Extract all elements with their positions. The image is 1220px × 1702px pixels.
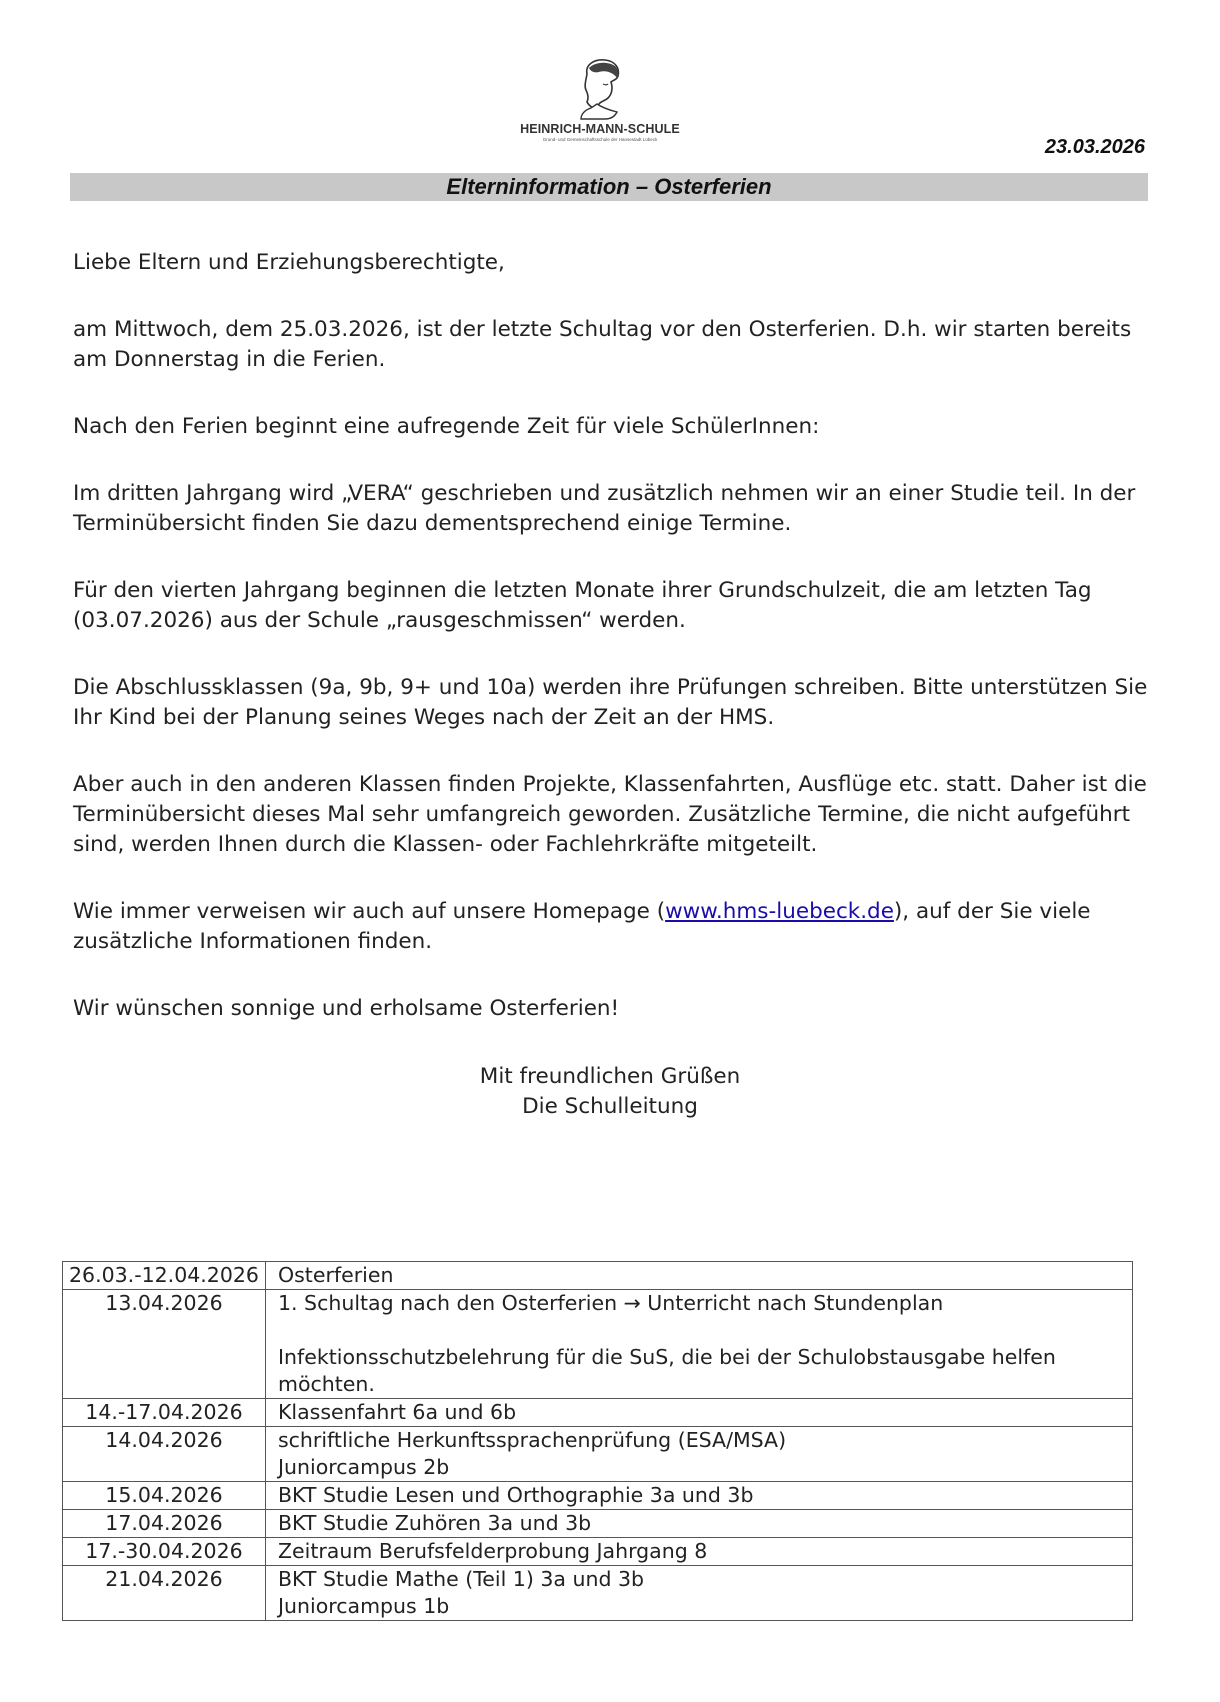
schedule-date: 15.04.2026 (63, 1482, 266, 1510)
homepage-text-before: Wie immer verweisen wir auch auf unsere Homepage ( (73, 899, 666, 924)
schedule-event (265, 1262, 1132, 1290)
schedule-event-line: Juniorcampus 1b (277, 1594, 450, 1618)
document-date: 23.03.2026 (1044, 136, 1145, 158)
schedule-event (265, 1510, 1132, 1538)
paragraph-third-grade: Im dritten Jahrgang wird „VERA“ geschrieben und zusätzlich nehmen wir an einer Studie teil. In der Terminübersicht finden Sie dazu dementsprechend einige Termine. (73, 481, 1136, 536)
paragraph-wishes: Wir wünschen sonnige und erholsame Osterferien! (73, 996, 620, 1021)
schedule-table (62, 1261, 1133, 1621)
schedule-event (265, 1538, 1132, 1566)
schedule-row (63, 1290, 1133, 1399)
schedule-date: 17.04.2026 (63, 1510, 266, 1538)
schedule-date: 14.04.2026 (63, 1427, 266, 1482)
schedule-event (265, 1482, 1132, 1510)
salutation: Liebe Eltern und Erziehungsberechtigte, (73, 250, 505, 275)
document-title: Elterninformation – Osterferien (70, 173, 1148, 201)
school-portrait-icon (575, 58, 625, 120)
schedule-date: 17.-30.04.2026 (63, 1538, 266, 1566)
schedule-row (63, 1482, 1133, 1510)
schedule-event-line: Infektionsschutzbelehrung für die SuS, die bei der Schulobstausgabe helfen möchten. (277, 1345, 1056, 1396)
schedule-event-line: Zeitraum Berufsfelderprobung Jahrgang 8 (277, 1539, 708, 1563)
schedule-date: 26.03.-12.04.2026 (63, 1262, 266, 1290)
paragraph-fourth-grade: Für den vierten Jahrgang beginnen die letzten Monate ihrer Grundschulzeit, die am letzten Tag (03.07.2026) aus der Schule „rausgeschmissen“ werden. (73, 578, 1092, 633)
schedule-event (265, 1399, 1132, 1427)
schedule-event-line: 1. Schultag nach den Osterferien → Unterricht nach Stundenplan (277, 1291, 944, 1315)
schedule-row (63, 1262, 1133, 1290)
paragraph-after-holidays: Nach den Ferien beginnt eine aufregende Zeit für viele SchülerInnen: (73, 414, 820, 439)
paragraph-other-classes: Aber auch in den anderen Klassen finden Projekte, Klassenfahrten, Ausflüge etc. statt. Daher ist die Terminübersicht dieses Mal sehr umfangreich geworden. Zusätzliche Termine, die nicht aufgeführt sind, werden Ihnen durch die Klassen- oder Fachlehrkräfte mitgeteilt. (73, 772, 1147, 857)
paragraph-homepage (73, 897, 1153, 957)
schedule-event-line: BKT Studie Mathe (Teil 1) 3a und 3b (277, 1567, 645, 1591)
schedule-event-line: BKT Studie Zuhören 3a und 3b (277, 1511, 592, 1535)
school-logo (510, 58, 690, 142)
schedule-event (265, 1566, 1132, 1621)
signature-block (0, 1062, 1220, 1122)
homepage-link[interactable]: www.hms-luebeck.de (665, 899, 894, 924)
letter-body (73, 248, 1153, 1061)
schedule-event-line (278, 1317, 1120, 1344)
schedule-event-line: Juniorcampus 2b (277, 1455, 450, 1479)
schedule-event (265, 1290, 1132, 1399)
schedule-event-line: BKT Studie Lesen und Orthographie 3a und 3b (277, 1483, 754, 1507)
schedule-date: 21.04.2026 (63, 1566, 266, 1621)
schedule-event-line: schriftliche Herkunftssprachenprüfung (ESA/MSA) (277, 1428, 787, 1452)
schedule-row (63, 1566, 1133, 1621)
schedule-date: 14.-17.04.2026 (63, 1399, 266, 1427)
schedule-row (63, 1399, 1133, 1427)
schedule-row (63, 1538, 1133, 1566)
school-subtitle: Grund- und Gemeinschaftsschule der Hansestadt Lübeck (542, 137, 658, 142)
homepage-text-after: ), auf der Sie viele zusätzliche Informationen finden. (73, 899, 1091, 954)
schedule-date: 13.04.2026 (63, 1290, 266, 1399)
schedule-row (63, 1510, 1133, 1538)
schedule-event-line: Klassenfahrt 6a und 6b (277, 1400, 517, 1424)
signature: Die Schulleitung (522, 1094, 698, 1119)
schedule-event-line: Osterferien (277, 1263, 394, 1287)
schedule-row (63, 1427, 1133, 1482)
paragraph-final-classes: Die Abschlussklassen (9a, 9b, 9+ und 10a) werden ihre Prüfungen schreiben. Bitte unterstützen Sie Ihr Kind bei der Planung seines Weges nach der Zeit an der HMS. (73, 675, 1148, 730)
schedule-event (265, 1427, 1132, 1482)
paragraph-last-school-day: am Mittwoch, dem 25.03.2026, ist der letzte Schultag vor den Osterferien. D.h. wir starten bereits am Donnerstag in die Ferien. (73, 317, 1132, 372)
closing: Mit freundlichen Grüßen (479, 1064, 741, 1089)
school-name: HEINRICH-MANN-SCHULE (520, 122, 680, 136)
